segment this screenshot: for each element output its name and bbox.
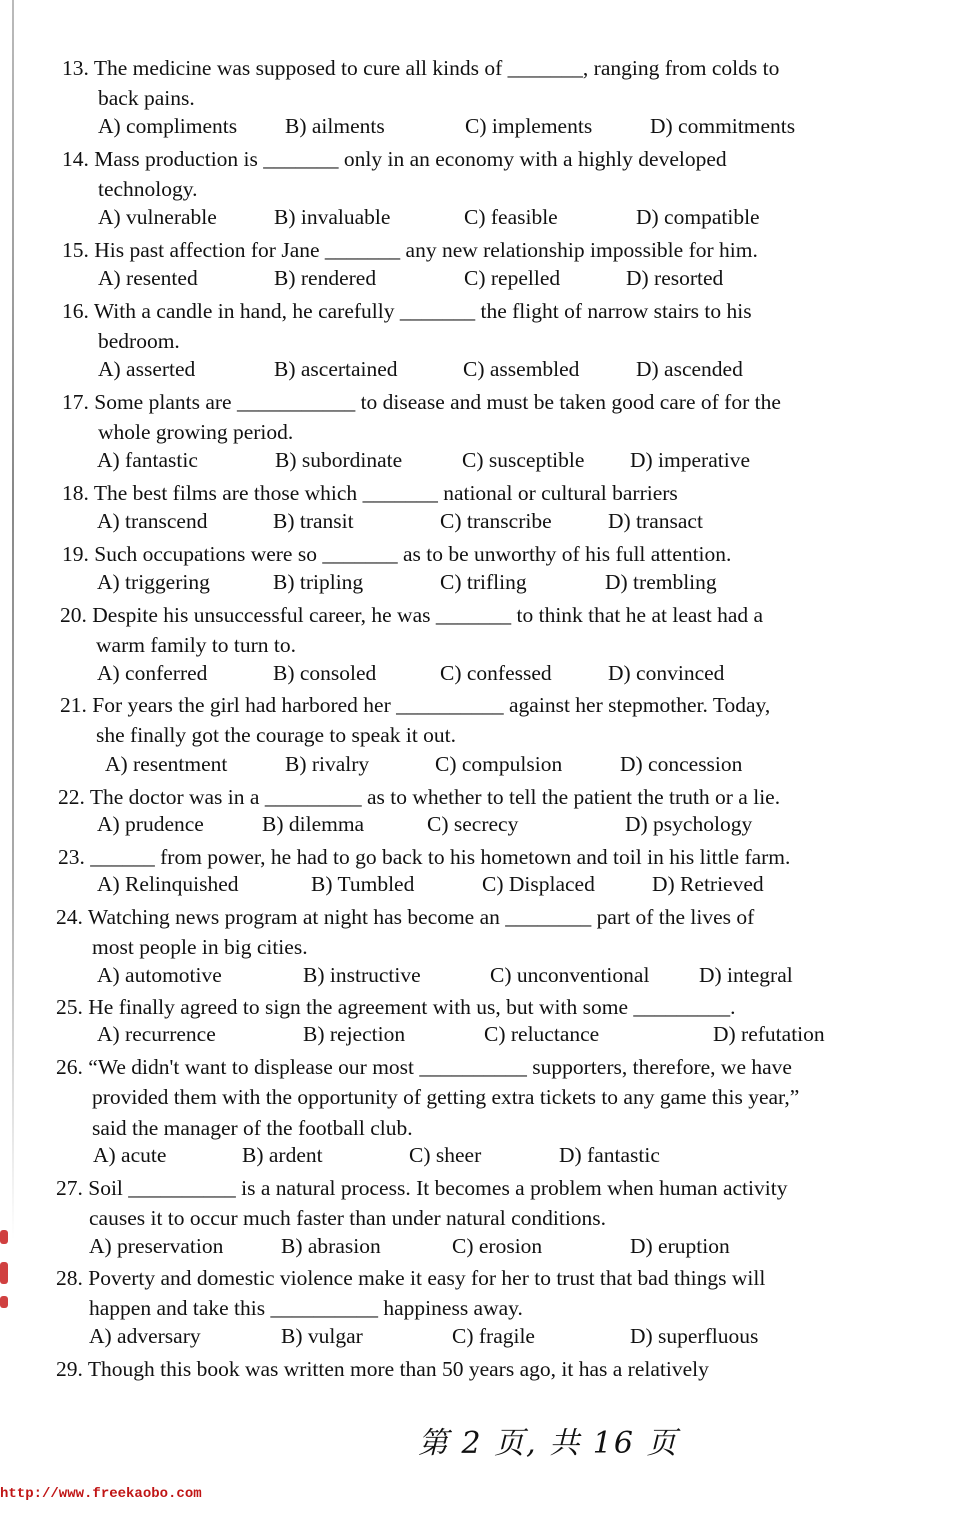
- option-a: A) conferred: [97, 661, 208, 685]
- question-stem: 23. ______ from power, he had to go back to his hometown and toil in his little farm.: [58, 845, 791, 869]
- question-20: [60, 600, 763, 661]
- options-26: [93, 1143, 893, 1173]
- question-stem: 20. Despite his unsuccessful career, he was _______ to think that he at least had a: [60, 603, 764, 627]
- options-15: [98, 266, 898, 296]
- option-c: C) trifling: [440, 570, 527, 594]
- question-stem-continuation: back pains.: [98, 86, 195, 111]
- option-c: C) sheer: [409, 1143, 482, 1167]
- option-d: D) integral: [699, 963, 793, 987]
- option-a: A) vulnerable: [98, 205, 217, 229]
- option-c: C) transcribe: [440, 509, 552, 533]
- question-28: [56, 1263, 765, 1324]
- question-stem: 29. Though this book was written more than 50 years ago, it has a relatively: [56, 1357, 709, 1381]
- option-a: A) transcend: [97, 509, 208, 533]
- options-24: [97, 963, 897, 993]
- option-c: C) susceptible: [462, 448, 585, 472]
- question-stem: 19. Such occupations were so _______ as to be unworthy of his full attention.: [62, 542, 732, 566]
- option-d: D) eruption: [630, 1234, 730, 1258]
- option-b: B) rivalry: [285, 752, 370, 776]
- options-14: [98, 205, 898, 235]
- red-ink-mark: [0, 1262, 8, 1284]
- option-a: A) prudence: [97, 812, 204, 836]
- question-stem-continuation: technology.: [98, 177, 198, 202]
- option-b: B) ascertained: [274, 357, 398, 381]
- question-15: [62, 235, 758, 265]
- question-18: [62, 478, 678, 508]
- question-19: [62, 539, 731, 569]
- question-25: [56, 992, 736, 1022]
- options-18: [97, 509, 897, 539]
- option-d: D) superfluous: [630, 1324, 759, 1348]
- option-d: D) refutation: [713, 1022, 825, 1046]
- options-28: [89, 1324, 889, 1354]
- options-16: [98, 357, 898, 387]
- question-14: [62, 144, 727, 205]
- question-stem-continuation: provided them with the opportunity of getting extra tickets to any game this year,”: [92, 1085, 800, 1110]
- question-stem: 28. Poverty and domestic violence make it easy for her to trust that bad things will: [56, 1266, 766, 1290]
- question-22: [58, 782, 780, 812]
- option-a: A) fantastic: [97, 448, 198, 472]
- options-21: [105, 752, 905, 782]
- option-b: B) tripling: [273, 570, 364, 594]
- question-stem: 15. His past affection for Jane _______ any new relationship impossible for him.: [62, 238, 758, 262]
- question-stem: 21. For years the girl had harbored her __________ against her stepmother. Today,: [60, 693, 771, 717]
- option-a: A) compliments: [98, 114, 238, 138]
- option-c: C) assembled: [463, 357, 580, 381]
- option-c: C) reluctance: [484, 1022, 600, 1046]
- option-d: D) fantastic: [559, 1143, 660, 1167]
- question-27: [56, 1173, 787, 1234]
- option-d: D) Retrieved: [652, 872, 764, 896]
- option-b: B) invaluable: [274, 205, 391, 229]
- option-b: B) vulgar: [281, 1324, 363, 1348]
- question-23: [58, 842, 790, 872]
- question-17: [62, 387, 781, 448]
- option-c: C) feasible: [464, 205, 558, 229]
- option-c: C) implements: [465, 114, 593, 138]
- option-d: D) transact: [608, 509, 703, 533]
- option-a: A) adversary: [89, 1324, 201, 1348]
- option-b: B) consoled: [273, 661, 377, 685]
- option-a: A) acute: [93, 1143, 167, 1167]
- question-stem: 16. With a candle in hand, he carefully _______ the flight of narrow stairs to his: [62, 299, 752, 323]
- source-url: http://www.freekaobo.com: [0, 1486, 202, 1502]
- options-17: [97, 448, 897, 478]
- option-d: D) concession: [620, 752, 743, 776]
- option-d: D) resorted: [626, 266, 724, 290]
- option-d: D) convinced: [608, 661, 725, 685]
- option-b: B) transit: [273, 509, 354, 533]
- options-22: [97, 812, 897, 842]
- option-c: C) erosion: [452, 1234, 543, 1258]
- option-a: A) preservation: [89, 1234, 224, 1258]
- options-23: [97, 872, 897, 902]
- option-b: B) subordinate: [275, 448, 403, 472]
- option-c: C) repelled: [464, 266, 561, 290]
- question-29: [56, 1354, 709, 1384]
- option-a: A) triggering: [97, 570, 210, 594]
- question-stem: 25. He finally agreed to sign the agreement with us, but with some _________.: [56, 995, 736, 1019]
- red-ink-mark: [0, 1296, 8, 1308]
- options-13: [98, 114, 898, 144]
- option-b: B) rendered: [274, 266, 377, 290]
- option-a: A) resentment: [105, 752, 228, 776]
- options-25: [97, 1022, 897, 1052]
- option-c: C) confessed: [440, 661, 552, 685]
- question-stem: 18. The best films are those which _______ national or cultural barriers: [62, 481, 678, 505]
- option-a: A) automotive: [97, 963, 222, 987]
- option-d: D) trembling: [605, 570, 717, 594]
- page-number: 第 2 页, 共 16 页: [418, 1426, 679, 1461]
- options-19: [97, 570, 897, 600]
- option-b: B) dilemma: [262, 812, 365, 836]
- question-stem-continuation: whole growing period.: [98, 420, 294, 445]
- question-stem-continuation: said the manager of the football club.: [92, 1115, 413, 1140]
- option-c: C) secrecy: [427, 812, 519, 836]
- question-stem-continuation: most people in big cities.: [92, 935, 308, 960]
- option-c: C) unconventional: [490, 963, 650, 987]
- question-stem-continuation: bedroom.: [98, 329, 180, 354]
- option-d: D) imperative: [630, 448, 750, 472]
- option-d: D) compatible: [636, 205, 760, 229]
- question-stem: 17. Some plants are ___________ to disease and must be taken good care of for the: [62, 390, 781, 414]
- question-13: [62, 53, 779, 114]
- option-d: D) psychology: [625, 812, 753, 836]
- options-27: [89, 1234, 889, 1264]
- option-d: D) ascended: [636, 357, 743, 381]
- option-c: C) compulsion: [435, 752, 563, 776]
- question-stem: 26. “We didn't want to displease our most __________ supporters, therefore, we have: [56, 1055, 792, 1079]
- option-a: A) asserted: [98, 357, 196, 381]
- question-stem: 13. The medicine was supposed to cure all kinds of _______, ranging from colds to: [62, 56, 780, 80]
- option-c: C) fragile: [452, 1324, 535, 1348]
- question-stem: 14. Mass production is _______ only in an economy with a highly developed: [62, 147, 727, 171]
- question-stem-continuation: causes it to occur much faster than under natural conditions.: [89, 1206, 607, 1231]
- question-stem: 27. Soil __________ is a natural process. It becomes a problem when human activity: [56, 1176, 788, 1200]
- question-26: [56, 1052, 799, 1143]
- question-stem-continuation: she finally got the courage to speak it out.: [96, 723, 457, 748]
- question-stem: 24. Watching news program at night has become an ________ part of the lives of: [56, 905, 755, 929]
- option-d: D) commitments: [650, 114, 796, 138]
- question-stem-continuation: warm family to turn to.: [96, 633, 297, 658]
- option-a: A) Relinquished: [97, 872, 239, 896]
- option-b: B) Tumbled: [311, 872, 415, 896]
- question-24: [56, 902, 754, 963]
- scan-margin-line: [12, 0, 14, 1240]
- option-a: A) resented: [98, 266, 198, 290]
- question-16: [62, 296, 752, 357]
- option-c: C) Displaced: [482, 872, 595, 896]
- option-b: B) ailments: [285, 114, 385, 138]
- option-b: B) instructive: [303, 963, 421, 987]
- option-b: B) rejection: [303, 1022, 406, 1046]
- options-20: [97, 661, 897, 691]
- option-b: B) abrasion: [281, 1234, 381, 1258]
- option-a: A) recurrence: [97, 1022, 216, 1046]
- question-21: [60, 690, 770, 751]
- question-stem-continuation: happen and take this __________ happiness away.: [89, 1296, 523, 1321]
- red-ink-mark: [0, 1230, 8, 1244]
- question-stem: 22. The doctor was in a _________ as to whether to tell the patient the truth or a lie.: [58, 785, 781, 809]
- option-b: B) ardent: [242, 1143, 323, 1167]
